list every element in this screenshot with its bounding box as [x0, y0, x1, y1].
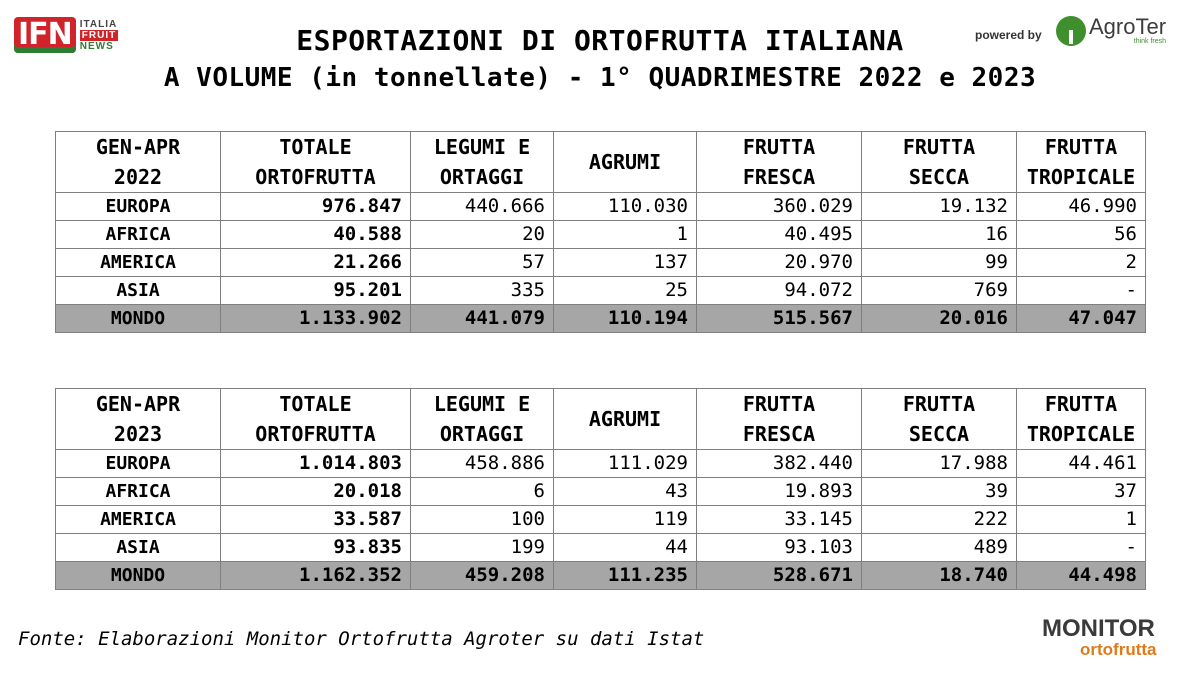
ifn-logo-word-2: FRUIT [81, 29, 117, 41]
tree-icon [1056, 16, 1086, 46]
table-row [56, 277, 1146, 305]
value-cell: 20.970 [697, 249, 862, 277]
table-total-row [56, 305, 1146, 333]
region-cell: EUROPA [56, 193, 221, 221]
column-header-frutta-tropicale: FRUTTA TROPICALE [1017, 132, 1146, 193]
region-cell: AMERICA [56, 506, 221, 534]
value-cell: 18.740 [862, 562, 1017, 590]
powered-by-label: powered by [975, 28, 1042, 42]
monitor-ortofrutta-logo [1042, 617, 1182, 663]
value-cell: 528.671 [697, 562, 862, 590]
ifn-logo-word-3: NEWS [79, 40, 114, 52]
value-cell: 2 [1017, 249, 1146, 277]
value-cell: 441.079 [411, 305, 554, 333]
value-cell: 21.266 [221, 249, 411, 277]
value-cell: 47.047 [1017, 305, 1146, 333]
monitor-logo-bottom: ortofrutta [1080, 640, 1157, 659]
region-cell: ASIA [56, 277, 221, 305]
column-header-legumi: LEGUMI E ORTAGGI [411, 389, 554, 450]
value-cell: 19.132 [862, 193, 1017, 221]
value-cell: 222 [862, 506, 1017, 534]
value-cell: - [1017, 277, 1146, 305]
value-cell: 33.587 [221, 506, 411, 534]
value-cell: 93.103 [697, 534, 862, 562]
value-cell: 44.461 [1017, 450, 1146, 478]
table-header-row [56, 389, 1146, 450]
ifn-logo-word-1: ITALIA [79, 18, 118, 30]
table-row [56, 478, 1146, 506]
column-header-totale: TOTALE ORTOFRUTTA [221, 132, 411, 193]
region-cell: EUROPA [56, 450, 221, 478]
value-cell: 1.133.902 [221, 305, 411, 333]
value-cell: 94.072 [697, 277, 862, 305]
value-cell: 111.029 [554, 450, 697, 478]
value-cell: 99 [862, 249, 1017, 277]
column-header-frutta-secca: FRUTTA SECCA [862, 132, 1017, 193]
value-cell: 6 [411, 478, 554, 506]
value-cell: 40.588 [221, 221, 411, 249]
source-note: Fonte: Elaborazioni Monitor Ortofrutta Agroter su dati Istat [18, 628, 705, 650]
region-cell: MONDO [56, 305, 221, 333]
value-cell: 56 [1017, 221, 1146, 249]
column-header-agrumi: AGRUMI [554, 389, 697, 450]
table-header-row [56, 132, 1146, 193]
agroter-logo [1056, 16, 1166, 46]
value-cell: 1.014.803 [221, 450, 411, 478]
region-cell: MONDO [56, 562, 221, 590]
value-cell: 335 [411, 277, 554, 305]
agroter-logo-tagline: think fresh [1133, 38, 1167, 45]
value-cell: 100 [411, 506, 554, 534]
value-cell: 137 [554, 249, 697, 277]
value-cell: 459.208 [411, 562, 554, 590]
value-cell: 199 [411, 534, 554, 562]
table-row [56, 193, 1146, 221]
value-cell: 458.886 [411, 450, 554, 478]
column-header-legumi: LEGUMI E ORTAGGI [411, 132, 554, 193]
page-title: ESPORTAZIONI DI ORTOFRUTTA ITALIANA [296, 24, 904, 57]
region-cell: AFRICA [56, 221, 221, 249]
value-cell: 44.498 [1017, 562, 1146, 590]
value-cell: 382.440 [697, 450, 862, 478]
table-row [56, 221, 1146, 249]
period-header: GEN-APR 2022 [56, 132, 221, 193]
column-header-agrumi: AGRUMI [554, 132, 697, 193]
value-cell: 515.567 [697, 305, 862, 333]
value-cell: 46.990 [1017, 193, 1146, 221]
value-cell: 40.495 [697, 221, 862, 249]
column-header-frutta-tropicale: FRUTTA TROPICALE [1017, 389, 1146, 450]
table-row [56, 450, 1146, 478]
value-cell: 110.030 [554, 193, 697, 221]
column-header-frutta-fresca: FRUTTA FRESCA [697, 389, 862, 450]
region-cell: ASIA [56, 534, 221, 562]
value-cell: 93.835 [221, 534, 411, 562]
value-cell: 976.847 [221, 193, 411, 221]
table-row [56, 249, 1146, 277]
value-cell: 19.893 [697, 478, 862, 506]
table-row [56, 506, 1146, 534]
value-cell: 43 [554, 478, 697, 506]
period-header: GEN-APR 2023 [56, 389, 221, 450]
value-cell: 95.201 [221, 277, 411, 305]
value-cell: 1.162.352 [221, 562, 411, 590]
value-cell: 360.029 [697, 193, 862, 221]
page-subtitle: A VOLUME (in tonnellate) - 1° QUADRIMESTRE 2022 e 2023 [163, 63, 1037, 93]
agroter-logo-name: AgroTer [1089, 14, 1167, 39]
value-cell: 20.016 [862, 305, 1017, 333]
value-cell: 489 [862, 534, 1017, 562]
value-cell: 44 [554, 534, 697, 562]
monitor-logo-top: MONITOR [1042, 615, 1155, 642]
table-row [56, 534, 1146, 562]
export-table-2023 [55, 388, 1146, 590]
region-cell: AMERICA [56, 249, 221, 277]
value-cell: 37 [1017, 478, 1146, 506]
value-cell: 1 [1017, 506, 1146, 534]
value-cell: 110.194 [554, 305, 697, 333]
value-cell: 20.018 [221, 478, 411, 506]
value-cell: 769 [862, 277, 1017, 305]
value-cell: - [1017, 534, 1146, 562]
column-header-frutta-secca: FRUTTA SECCA [862, 389, 1017, 450]
column-header-frutta-fresca: FRUTTA FRESCA [697, 132, 862, 193]
value-cell: 57 [411, 249, 554, 277]
region-cell: AFRICA [56, 478, 221, 506]
value-cell: 440.666 [411, 193, 554, 221]
ifn-logo-mark: IFN [14, 17, 76, 53]
value-cell: 17.988 [862, 450, 1017, 478]
value-cell: 20 [411, 221, 554, 249]
value-cell: 119 [554, 506, 697, 534]
column-header-totale: TOTALE ORTOFRUTTA [221, 389, 411, 450]
value-cell: 1 [554, 221, 697, 249]
value-cell: 25 [554, 277, 697, 305]
value-cell: 39 [862, 478, 1017, 506]
value-cell: 33.145 [697, 506, 862, 534]
table-total-row [56, 562, 1146, 590]
export-table-2022 [55, 131, 1146, 333]
value-cell: 16 [862, 221, 1017, 249]
value-cell: 111.235 [554, 562, 697, 590]
